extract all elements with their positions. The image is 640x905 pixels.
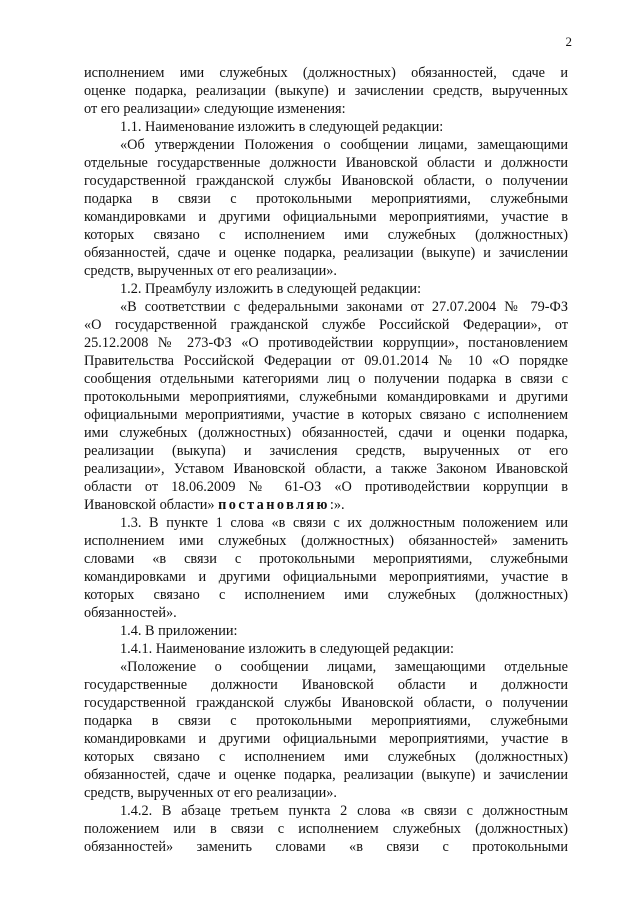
text-line: государственные должности Ивановской области и должности <box>84 677 568 693</box>
text-line: отдельные государственные должности Ивановской области и должности <box>84 155 568 171</box>
text-line: 1.2. Преамбулу изложить в следующей редакции: <box>120 281 422 297</box>
text-line: обязанностей, сдаче и оценке подарка, реализации (выкупе) и зачислении <box>84 767 568 783</box>
emphasized-word: постановляю <box>218 497 330 513</box>
text-line: реализации (выкупа) и зачисления средств, вырученных от его <box>84 443 568 459</box>
text-line: обязанностей, сдаче и оценке подарка, реализации (выкупе) и зачислении <box>84 245 568 261</box>
text-line: от его реализации» следующие изменения: <box>84 101 346 117</box>
text-line: 1.4. В приложении: <box>120 623 238 639</box>
text-line: государственной гражданской службы Ивановской области, о получении <box>84 173 568 189</box>
text-line: «Об утверждении Положения о сообщении лицами, замещающими <box>120 137 568 153</box>
text-line: «В соответствии с федеральными законами от 27.07.2004 № 79-ФЗ <box>120 299 568 315</box>
paragraph <box>84 802 568 856</box>
text-line: протокольными мероприятиями, служебными командировками и другими <box>84 389 568 405</box>
text-line: положением или в связи с исполнением служебных (должностных) <box>84 821 568 837</box>
text-line: словами «в связи с протокольными мероприятиями, служебными <box>84 551 568 567</box>
text-line: обязанностей». <box>84 605 177 621</box>
text-line: подарка в связи с протокольными мероприятиями, служебными <box>84 713 568 729</box>
text-line: реализации», Уставом Ивановской области, а также Законом Ивановской <box>84 461 568 477</box>
text-line: которых связано с исполнением ими служебных (должностных) <box>84 749 568 765</box>
text-line: командировками и другими официальными мероприятиями, участие в <box>84 209 568 225</box>
text-line: которых связано с исполнением ими служебных (должностных) <box>84 587 568 603</box>
paragraph <box>84 514 568 622</box>
text-line: средств, вырученных от его реализации». <box>84 263 338 279</box>
text-line: обязанностей» заменить словами «в связи с протокольными <box>84 839 568 855</box>
text-line: Ивановской области» постановляю:». <box>84 497 345 513</box>
paragraph <box>84 118 568 136</box>
text-line: оценке подарка, реализации (выкупе) и зачислении средств, вырученных <box>84 83 568 99</box>
text-line: подарка в связи с протокольными мероприятиями, служебными <box>84 191 568 207</box>
text-line: официальными мероприятиями, участие в которых связано с исполнением <box>84 407 568 423</box>
text-line: 1.1. Наименование изложить в следующей редакции: <box>120 119 444 135</box>
paragraph <box>84 622 568 640</box>
paragraph <box>84 136 568 280</box>
document-body <box>84 64 568 856</box>
paragraph <box>84 298 568 514</box>
text-line: «Положение о сообщении лицами, замещающими отдельные <box>120 659 568 675</box>
page-number: 2 <box>565 34 572 49</box>
text-line: исполнением ими служебных (должностных) обязанностей» заменить <box>84 533 568 549</box>
paragraph <box>84 280 568 298</box>
text-line: средств, вырученных от его реализации». <box>84 785 338 801</box>
text-line: которых связано с исполнением ими служебных (должностных) <box>84 227 568 243</box>
text-line: государственной гражданской службы Ивановской области, о получении <box>84 695 568 711</box>
text-line: 1.3. В пункте 1 слова «в связи с их должностным положением или <box>120 515 568 531</box>
text-line: 1.4.2. В абзаце третьем пункта 2 слова «в связи с должностным <box>120 803 568 819</box>
paragraph <box>84 658 568 802</box>
text-line: 25.12.2008 № 273-ФЗ «О противодействии коррупции», постановлением <box>84 335 568 351</box>
text-line: сообщения отдельными категориями лиц о получении подарка в связи с <box>84 371 568 387</box>
text-line: Правительства Российской Федерации от 09.01.2014 № 10 «О порядке <box>84 353 568 369</box>
paragraph <box>84 64 568 118</box>
paragraph <box>84 640 568 658</box>
text-line: исполнением ими служебных (должностных) обязанностей, сдаче и <box>84 65 568 81</box>
text-line: ими служебных (должностных) обязанностей, сдачи и оценки подарка, <box>84 425 568 441</box>
text-line: области от 18.06.2009 № 61-ОЗ «О противодействии коррупции в <box>84 479 568 495</box>
text-line: командировками и другими официальными мероприятиями, участие в <box>84 569 568 585</box>
text-line: командировками и другими официальными мероприятиями, участие в <box>84 731 568 747</box>
text-line: «О государственной гражданской службе Российской Федерации», от <box>84 317 568 333</box>
text-line: 1.4.1. Наименование изложить в следующей редакции: <box>120 641 454 657</box>
